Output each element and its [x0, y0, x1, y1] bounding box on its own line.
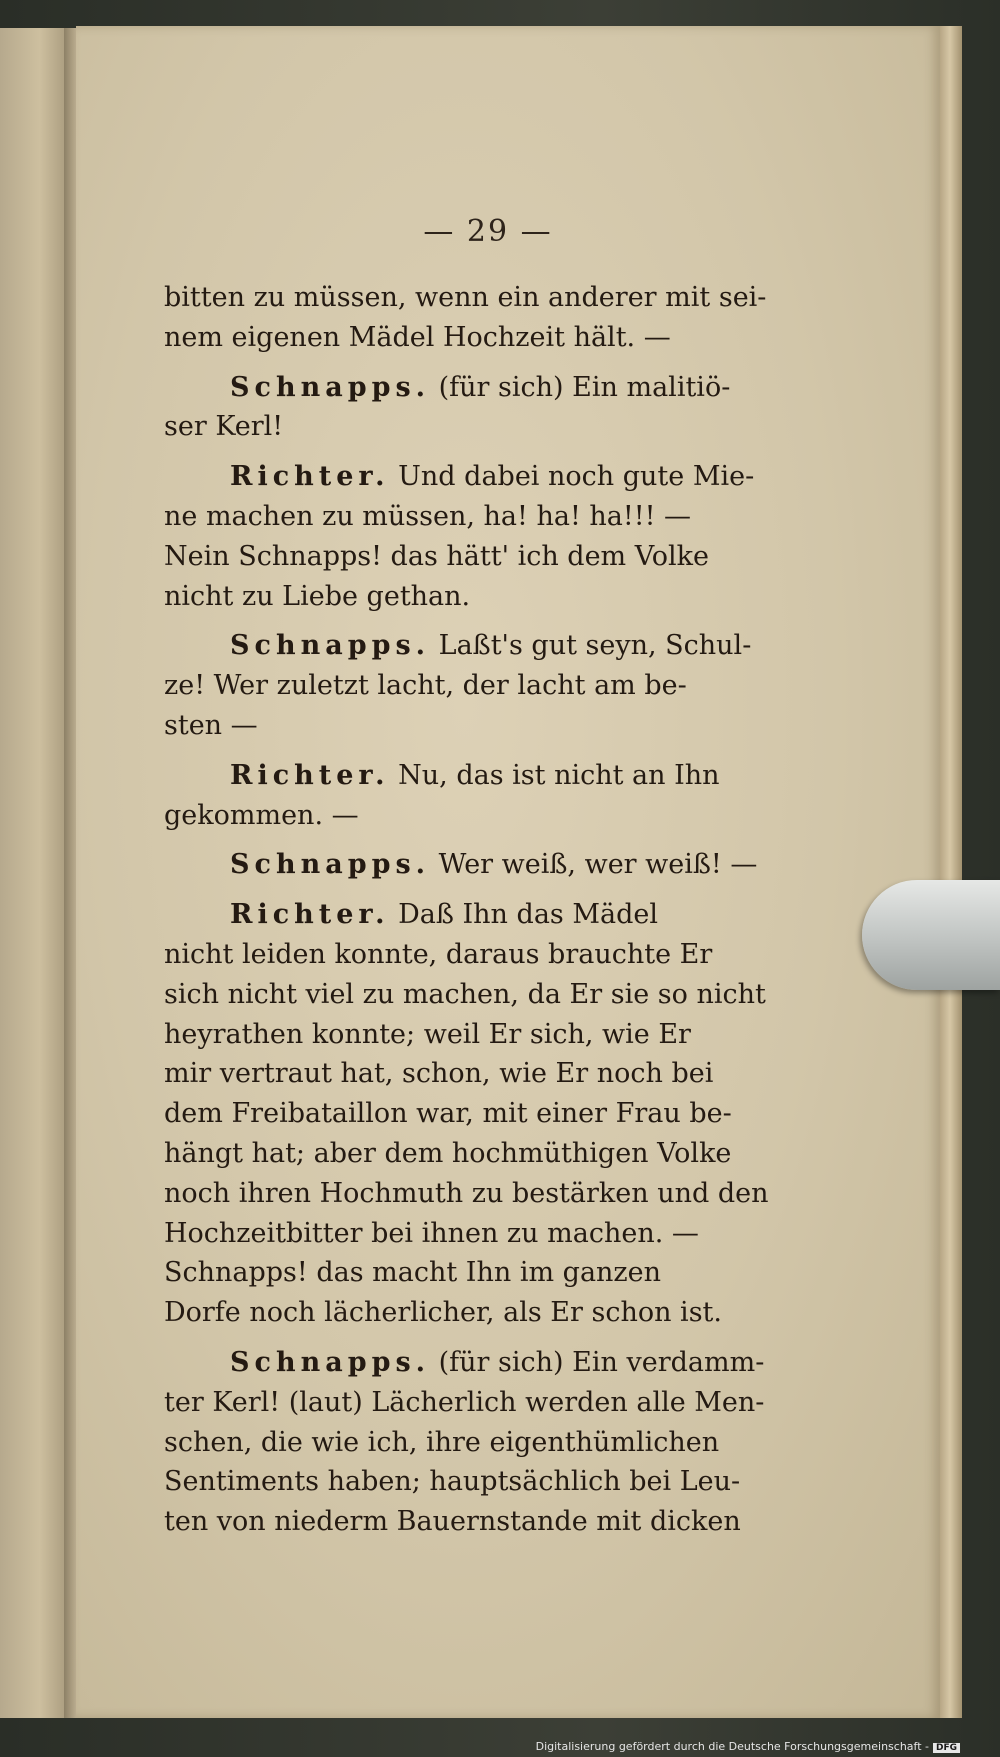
text-line: Hochzeitbitter bei ihnen zu machen. — [164, 1217, 699, 1249]
paragraph [164, 278, 902, 358]
text-line: ne machen zu müssen, ha! ha! ha!!! — [164, 500, 692, 532]
book-page [76, 26, 940, 1718]
text-line: Laßt's gut seyn, Schul- [430, 630, 752, 662]
text-line: Und dabei noch gute Mie- [389, 461, 755, 493]
text-line: ze! Wer zuletzt lacht, der lacht am be- [164, 670, 687, 702]
text-line: heyrathen konnte; weil Er sich, wie Er [164, 1018, 691, 1050]
speaker-name: Richter. [230, 759, 390, 791]
page-fore-edge [940, 26, 962, 1718]
page-clip-tab [862, 880, 1000, 990]
page-text [164, 278, 902, 1552]
text-line: ten von niederm Bauernstande mit dicken [164, 1506, 741, 1538]
speaker-name: Richter. [230, 461, 390, 493]
dialogue-paragraph [164, 457, 902, 616]
speaker-name: Schnapps. [230, 849, 431, 881]
text-line: hängt hat; aber dem hochmüthigen Volke [164, 1137, 732, 1169]
text-line: nicht zu Liebe gethan. [164, 580, 471, 612]
text-line: Nein Schnapps! das hätt' ich dem Volke [164, 540, 709, 572]
text-line: Schnapps! das macht Ihn im ganzen [164, 1257, 662, 1289]
text-line: sten — [164, 709, 258, 741]
dialogue-paragraph [164, 368, 902, 448]
dfg-logo: DFG [933, 1743, 960, 1753]
dialogue-paragraph [164, 756, 902, 836]
text-line: nicht leiden konnte, daraus brauchte Er [164, 938, 713, 970]
text-line: Sentiments haben; hauptsächlich bei Leu- [164, 1466, 741, 1498]
text-line: noch ihren Hochmuth zu bestärken und den [164, 1177, 769, 1209]
text-line: (für sich) Ein malitiö- [430, 371, 731, 403]
text-line: sich nicht viel zu machen, da Er sie so nicht [164, 978, 766, 1010]
dialogue-paragraph [164, 845, 902, 885]
dialogue-paragraph [164, 895, 902, 1333]
speaker-name: Richter. [230, 899, 390, 931]
left-page-edge [0, 28, 72, 1718]
text-line: Wer weiß, wer weiß! — [430, 849, 758, 881]
speaker-name: Schnapps. [230, 630, 431, 662]
text-line: dem Freibataillon war, mit einer Frau be- [164, 1098, 732, 1130]
credit-text: Digitalisierung gefördert durch die Deutsche Forschungsgemeinschaft - [535, 1740, 929, 1753]
text-line: Dorfe noch lächerlicher, als Er schon ist. [164, 1297, 722, 1329]
text-line: ter Kerl! (laut) Lächerlich werden alle Men- [164, 1386, 765, 1418]
text-line: (für sich) Ein verdamm- [430, 1346, 765, 1378]
dialogue-paragraph [164, 626, 902, 745]
page-number: — 29 — [423, 214, 553, 249]
text-line: gekommen. — [164, 799, 359, 831]
speaker-name: Schnapps. [230, 1346, 431, 1378]
dialogue-paragraph [164, 1343, 902, 1542]
text-line: ser Kerl! [164, 411, 284, 443]
text-line: bitten zu müssen, wenn ein anderer mit sei- [164, 282, 767, 313]
digitization-credit [536, 1740, 960, 1753]
text-line: Daß Ihn das Mädel [389, 899, 658, 931]
speaker-name: Schnapps. [230, 371, 431, 403]
text-line: schen, die wie ich, ihre eigenthümlichen [164, 1426, 720, 1458]
text-line: mir vertraut hat, schon, wie Er noch bei [164, 1058, 714, 1090]
text-line: nem eigenen Mädel Hochzeit hält. — [164, 321, 671, 353]
text-line: Nu, das ist nicht an Ihn [389, 759, 720, 791]
